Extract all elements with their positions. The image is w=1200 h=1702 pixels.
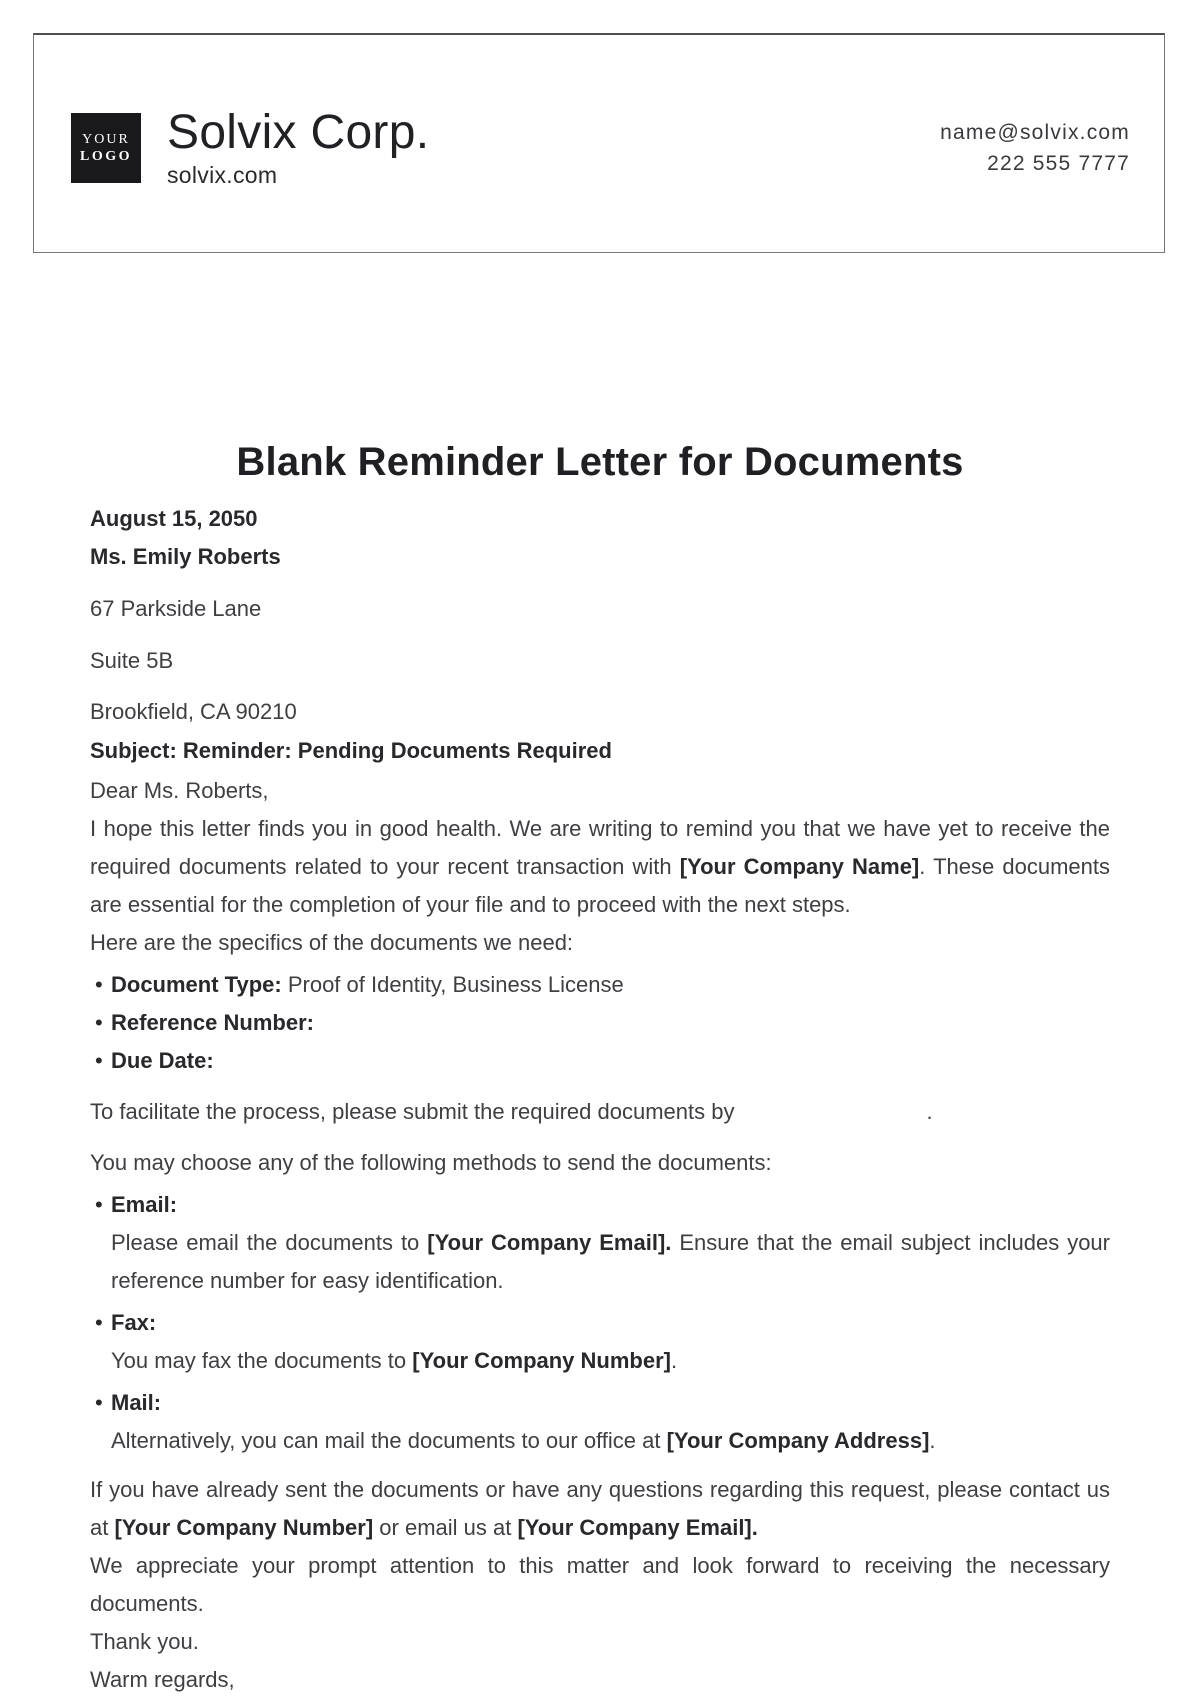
recipient-address-line1: 67 Parkside Lane [90, 596, 262, 621]
document-type-value: Proof of Identity, Business License [281, 972, 624, 997]
submit-deadline-line [90, 1093, 1110, 1131]
appreciation-paragraph: We appreciate your prompt attention to this matter and look forward to receiving the necessary documents. [90, 1553, 1110, 1616]
methods-list-fax [90, 1304, 1110, 1342]
fax-method-text-2: . [670, 1348, 678, 1373]
company-name-placeholder: [Your Company Name] [679, 854, 920, 879]
list-item-fax-method [90, 1304, 1110, 1342]
email-method-text-2: Ensure that the email subject includes your reference number for easy identification. [111, 1230, 1110, 1293]
closing-contact-paragraph [90, 1471, 1110, 1547]
recipient-address-line3: Brookfield, CA 90210 [90, 699, 297, 724]
methods-list [90, 1186, 1110, 1224]
company-website: solvix.com [167, 161, 278, 188]
submit-deadline-period: . [926, 1099, 933, 1124]
intro-text-1: I hope this letter finds you in good health. We are writing to remind you that we have yet to receive the required documents related to your recent transaction with [90, 816, 1110, 879]
fax-method-description [90, 1342, 1110, 1380]
company-email-placeholder: [Your Company Email]. [427, 1230, 672, 1255]
methods-list-mail [90, 1384, 1110, 1422]
intro-text-2: . These documents are essential for the completion of your file and to proceed with the next steps. [90, 854, 1111, 917]
submit-deadline-text: To facilitate the process, please submit the required documents by [90, 1099, 735, 1124]
thank-you-line: Thank you. [90, 1629, 199, 1654]
due-date-label: Due Date: [111, 1048, 214, 1073]
closing-text-1: If you have already sent the documents or have any questions regarding this request, please contact us at [90, 1477, 1110, 1540]
list-item-due-date [90, 1042, 1110, 1080]
closing-company-email-placeholder: [Your Company Email]. [517, 1515, 758, 1540]
intro-paragraph [90, 810, 1110, 924]
contact-phone: 222 555 7777 [987, 151, 1130, 175]
closing-company-number-placeholder: [Your Company Number] [114, 1515, 374, 1540]
fax-method-label: Fax: [111, 1310, 157, 1335]
letter-body [90, 0, 1110, 1699]
document-type-label: Document Type: [111, 972, 282, 997]
list-item-reference-number [90, 1004, 1110, 1042]
closing-text-2: or email us at [373, 1515, 518, 1540]
email-method-description [90, 1224, 1110, 1300]
email-method-label: Email: [111, 1192, 178, 1217]
company-name: Solvix Corp. [167, 105, 430, 159]
subject-line: Subject: Reminder: Pending Documents Required [90, 738, 612, 763]
company-number-placeholder: [Your Company Number] [412, 1348, 671, 1373]
mail-method-label: Mail: [111, 1390, 162, 1415]
logo-text-your: YOUR [82, 131, 130, 147]
specifics-intro: Here are the specifics of the documents we need: [90, 930, 574, 955]
recipient-name: Ms. Emily Roberts [90, 544, 281, 569]
recipient-address-line2: Suite 5B [90, 648, 174, 673]
salutation: Dear Ms. Roberts, [90, 778, 269, 803]
mail-method-text-1: Alternatively, you can mail the documents to our office at [111, 1428, 667, 1453]
list-item-email-method [90, 1186, 1110, 1224]
mail-method-text-2: . [929, 1428, 936, 1453]
list-item-mail-method [90, 1384, 1110, 1422]
company-address-placeholder: [Your Company Address] [666, 1428, 930, 1453]
document-specifics-list [90, 966, 1110, 1080]
signoff-line: Warm regards, [90, 1667, 235, 1692]
contact-email: name@solvix.com [940, 120, 1130, 144]
list-item-document-type [90, 966, 1110, 1004]
methods-intro: You may choose any of the following methods to send the documents: [90, 1150, 772, 1175]
letter-date: August 15, 2050 [90, 506, 258, 531]
email-method-text-1: Please email the documents to [111, 1230, 428, 1255]
logo-text-logo: LOGO [79, 148, 132, 164]
reference-number-label: Reference Number: [111, 1010, 314, 1035]
letter-title: Blank Reminder Letter for Documents [236, 440, 964, 484]
mail-method-description [90, 1422, 1110, 1460]
fax-method-text-1: You may fax the documents to [111, 1348, 413, 1373]
